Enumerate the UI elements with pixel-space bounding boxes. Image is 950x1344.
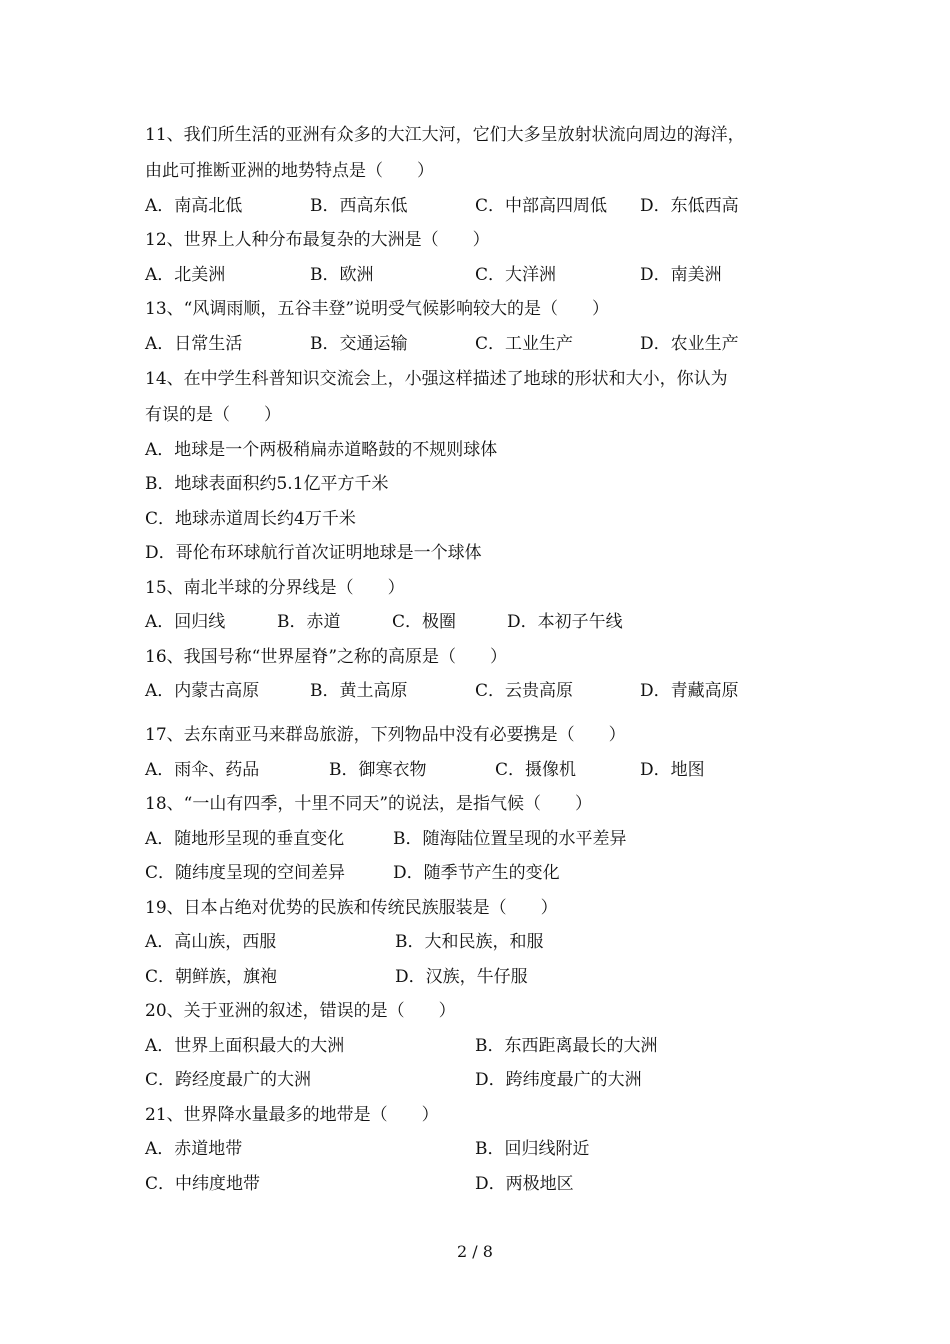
question-14-option-c: C．地球赤道周长约4万千米: [145, 509, 356, 529]
question-16-stem: 16、我国号称“世界屋脊”之称的高原是（ ）: [145, 647, 508, 667]
option-c: C．跨经度最广的大洲: [145, 1070, 312, 1090]
option-c: C．中纬度地带: [145, 1174, 261, 1194]
question-14-option-a: A．地球是一个两极稍扁赤道略鼓的不规则球体: [145, 440, 498, 460]
option-b: B．御寒衣物: [329, 760, 427, 780]
option-d: D．南美洲: [640, 265, 722, 285]
option-d: D．跨纬度最广的大洲: [475, 1070, 642, 1090]
option-b: B．大和民族，和服: [395, 932, 544, 952]
option-a: A．高山族，西服: [145, 932, 277, 952]
question-11-stem-line1: 11、我们所生活的亚洲有众多的大江大河，它们大多呈放射状流向周边的海洋，: [145, 125, 745, 145]
question-14-option-b: B．地球表面积约5.1亿平方千米: [145, 474, 389, 494]
option-a: A．日常生活: [145, 334, 243, 354]
question-15-stem: 15、南北半球的分界线是（ ）: [145, 578, 405, 598]
question-14-stem-line2: 有误的是（ ）: [145, 405, 281, 425]
option-b: B．黄土高原: [310, 681, 408, 701]
option-b: B．东西距离最长的大洲: [475, 1036, 658, 1056]
question-11-stem-line2: 由此可推断亚洲的地势特点是（ ）: [145, 161, 434, 181]
option-d: D．随季节产生的变化: [393, 863, 560, 883]
option-a: A．内蒙古高原: [145, 681, 260, 701]
option-d: D．本初子午线: [507, 612, 623, 632]
page-number: 2 / 8: [457, 1242, 493, 1261]
option-a: A．南高北低: [145, 196, 243, 216]
option-d: D．汉族，牛仔服: [395, 967, 528, 987]
question-18-stem: 18、“一山有四季，十里不同天”的说法，是指气候（ ）: [145, 794, 593, 814]
option-c: C．随纬度呈现的空间差异: [145, 863, 346, 883]
option-a: A．赤道地带: [145, 1139, 243, 1159]
question-21-stem: 21、世界降水量最多的地带是（ ）: [145, 1105, 439, 1125]
option-c: C．中部高四周低: [475, 196, 608, 216]
option-a: A．北美洲: [145, 265, 226, 285]
option-c: C．工业生产: [475, 334, 574, 354]
option-b: B．回归线附近: [475, 1139, 590, 1159]
option-d: D．青藏高原: [640, 681, 739, 701]
option-b: B．西高东低: [310, 196, 408, 216]
question-12-stem: 12、世界上人种分布最复杂的大洲是（ ）: [145, 230, 490, 250]
question-14-option-d: D．哥伦布环球航行首次证明地球是一个球体: [145, 543, 482, 563]
option-d: D．东低西高: [640, 196, 739, 216]
option-c: C．极圈: [392, 612, 457, 632]
option-a: A．回归线: [145, 612, 226, 632]
option-c: C．云贵高原: [475, 681, 574, 701]
option-a: A．雨伞、药品: [145, 760, 260, 780]
option-b: B．交通运输: [310, 334, 408, 354]
question-19-stem: 19、日本占绝对优势的民族和传统民族服装是（ ）: [145, 898, 558, 918]
option-b: B．随海陆位置呈现的水平差异: [393, 829, 627, 849]
option-c: C．朝鲜族，旗袍: [145, 967, 278, 987]
option-a: A．世界上面积最大的大洲: [145, 1036, 345, 1056]
question-13-stem: 13、“风调雨顺，五谷丰登”说明受气候影响较大的是（ ）: [145, 299, 610, 319]
option-d: D．地图: [640, 760, 705, 780]
question-14-stem-line1: 14、在中学生科普知识交流会上，小强这样描述了地球的形状和大小，你认为: [145, 369, 728, 389]
question-17-stem: 17、去东南亚马来群岛旅游，下列物品中没有必要携是（ ）: [145, 725, 626, 745]
option-d: D．两极地区: [475, 1174, 574, 1194]
option-b: B．欧洲: [310, 265, 374, 285]
option-c: C．大洋洲: [475, 265, 557, 285]
option-d: D．农业生产: [640, 334, 739, 354]
question-20-stem: 20、关于亚洲的叙述，错误的是（ ）: [145, 1001, 456, 1021]
option-b: B．赤道: [277, 612, 341, 632]
option-c: C．摄像机: [495, 760, 577, 780]
option-a: A．随地形呈现的垂直变化: [145, 829, 345, 849]
